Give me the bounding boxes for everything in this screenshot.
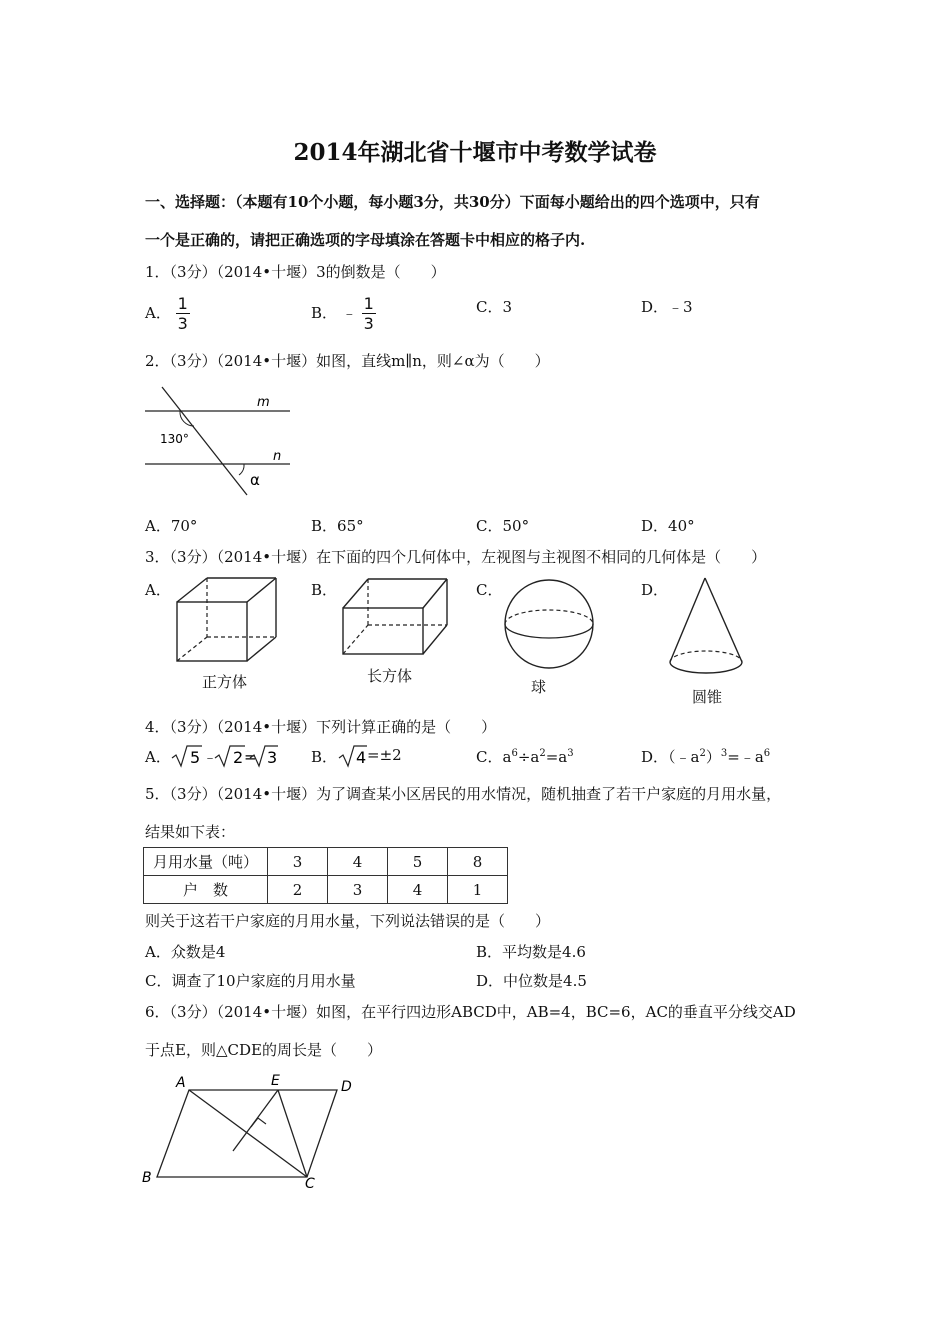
q1-a-label: A． [145, 304, 171, 322]
q4-c-exp-3: 3 [567, 748, 574, 759]
q1-option-b [311, 296, 376, 332]
q4-c-exp-2: 2 [539, 748, 546, 759]
q1-b-denominator: 3 [363, 314, 374, 333]
q4-c-label: C． [476, 748, 503, 766]
angle-alpha-arc [239, 464, 244, 475]
cube-caption: 正方体 [202, 673, 248, 691]
q4-d-exp-2: 3 [720, 748, 728, 759]
table-row [144, 848, 508, 876]
q5-option-a: A．众数是4 [145, 943, 226, 961]
q1-option-c: C．3 [476, 298, 513, 316]
cone-caption: 圆锥 [692, 688, 723, 706]
q2-option-c: C．50° [476, 517, 530, 535]
label-c: C [305, 1176, 315, 1190]
table-header-cell: 月用水量（吨） [144, 848, 268, 876]
table-cell: 4 [328, 848, 388, 876]
q1-b-label: B． [311, 304, 338, 322]
q1-b-numerator: 1 [363, 294, 374, 313]
q4-c-exp-1: 6 [511, 748, 518, 759]
cone-figure [662, 574, 752, 679]
q4-d-open: （﹣a [668, 748, 700, 766]
label-d: D [341, 1079, 352, 1095]
q5-question: 则关于这若干户家庭的月用水量，下列说法错误的是（ ） [145, 912, 551, 930]
q1-a-numerator: 1 [177, 294, 188, 313]
q4-option-d [641, 746, 770, 767]
q3-b-label: B． [311, 581, 338, 599]
table-cell: 2 [268, 876, 328, 904]
label-b: B [142, 1170, 152, 1186]
q1-a-denominator: 3 [177, 314, 188, 333]
q4-option-c [476, 746, 574, 767]
q3-stem: 3．（3分）（2014•十堰）在下面的四个几何体中，左视图与主视图不相同的几何体是（ ） [145, 548, 767, 566]
section-heading-line1: 一、选择题：（本题有10个小题，每小题3分，共30分）下面每小题给出的四个选项中，只有 [145, 193, 760, 211]
q4-option-a [145, 746, 171, 770]
q1-a-fraction [176, 296, 190, 332]
q4-a-equals: = [244, 748, 257, 766]
q4-a-label: A． [145, 748, 171, 766]
q4-a-minus: ﹣ [203, 750, 217, 766]
cube-figure [170, 572, 285, 667]
q6-parallelogram-figure [138, 1068, 368, 1190]
q5-stem-line1: 5．（3分）（2014•十堰）为了调查某小区居民的用水情况，随机抽查了若干户家庭的月用水量， [145, 785, 782, 803]
q5-stem-line2: 结果如下表： [145, 823, 236, 841]
table-row [144, 876, 508, 904]
q4-b-radical [337, 743, 367, 769]
q4-a-radicand-3: 3 [267, 748, 278, 767]
label-n: n [273, 449, 282, 464]
q4-b-result: =±2 [367, 746, 402, 764]
q4-d-close: ） [705, 748, 721, 766]
q2-option-d: D．40° [641, 517, 695, 535]
diagonal-ac [189, 1090, 307, 1177]
table-cell: 5 [388, 848, 448, 876]
q2-option-a: A．70° [145, 517, 198, 535]
segment-ce [278, 1090, 307, 1177]
q5-option-c: C．调查了10户家庭的月用水量 [145, 972, 356, 990]
q4-a-radicand-1: 5 [190, 748, 201, 767]
q4-c-base: a [502, 748, 512, 766]
table-header-cell: 户 数 [144, 876, 268, 904]
q1-b-sign: ﹣ [341, 304, 357, 322]
q4-b-label: B． [311, 748, 338, 766]
table-cell: 3 [328, 876, 388, 904]
q4-option-b [311, 746, 337, 767]
label-130-degrees: 130° [160, 432, 189, 446]
sphere-caption: 球 [531, 678, 547, 696]
q2-stem: 2．（3分）（2014•十堰）如图，直线m∥n，则∠α为（ ） [145, 352, 550, 370]
table-cell: 3 [268, 848, 328, 876]
q1-stem: 1．（3分）（2014•十堰）3的倒数是（ ） [145, 263, 446, 281]
section-heading-line2: 一个是正确的，请把正确选项的字母填涂在答题卡中相应的格子内. [145, 231, 586, 249]
label-e: E [271, 1073, 280, 1089]
table-cell: 1 [448, 876, 508, 904]
q1-b-fraction [362, 296, 376, 332]
q6-stem-line1: 6．（3分）（2014•十堰）如图，在平行四边形ABCD中，AB=4，BC=6，AC的垂直平分线交AD [145, 1003, 796, 1021]
label-a: A [176, 1075, 186, 1091]
q1-option-a [145, 296, 190, 332]
cuboid-figure [338, 574, 453, 659]
q3-c-label: C． [476, 581, 503, 599]
sphere-figure [500, 575, 600, 673]
label-alpha: α [250, 471, 260, 489]
cuboid-caption: 长方体 [367, 667, 413, 685]
q4-c-equals: =a [545, 748, 568, 766]
q3-d-label: D． [641, 581, 669, 599]
q4-d-exp-1: 2 [699, 748, 706, 759]
q4-d-equals: =﹣a [727, 748, 764, 766]
q4-b-radicand: 4 [356, 748, 367, 767]
q5-water-table [143, 847, 508, 904]
table-cell: 4 [388, 876, 448, 904]
q4-d-exp-3: 6 [763, 748, 771, 759]
q2-figure [140, 382, 300, 500]
q4-a-radical-expression [170, 743, 280, 769]
q4-d-label: D． [641, 748, 669, 766]
page-title: 2014年湖北省十堰市中考数学试卷 [293, 139, 657, 166]
q5-option-d: D．中位数是4.5 [476, 972, 587, 990]
q4-a-radicand-2: 2 [233, 748, 244, 767]
q3-a-label: A． [145, 581, 171, 599]
q6-stem-line2: 于点E，则△CDE的周长是（ ） [145, 1041, 382, 1059]
table-cell: 8 [448, 848, 508, 876]
label-m: m [257, 395, 270, 410]
q4-stem: 4．（3分）（2014•十堰）下列计算正确的是（ ） [145, 718, 497, 736]
q2-option-b: B．65° [311, 517, 364, 535]
q5-option-b: B．平均数是4.6 [476, 943, 586, 961]
q4-c-divide: ÷a [517, 748, 540, 766]
q1-option-d: D．﹣3 [641, 298, 693, 316]
